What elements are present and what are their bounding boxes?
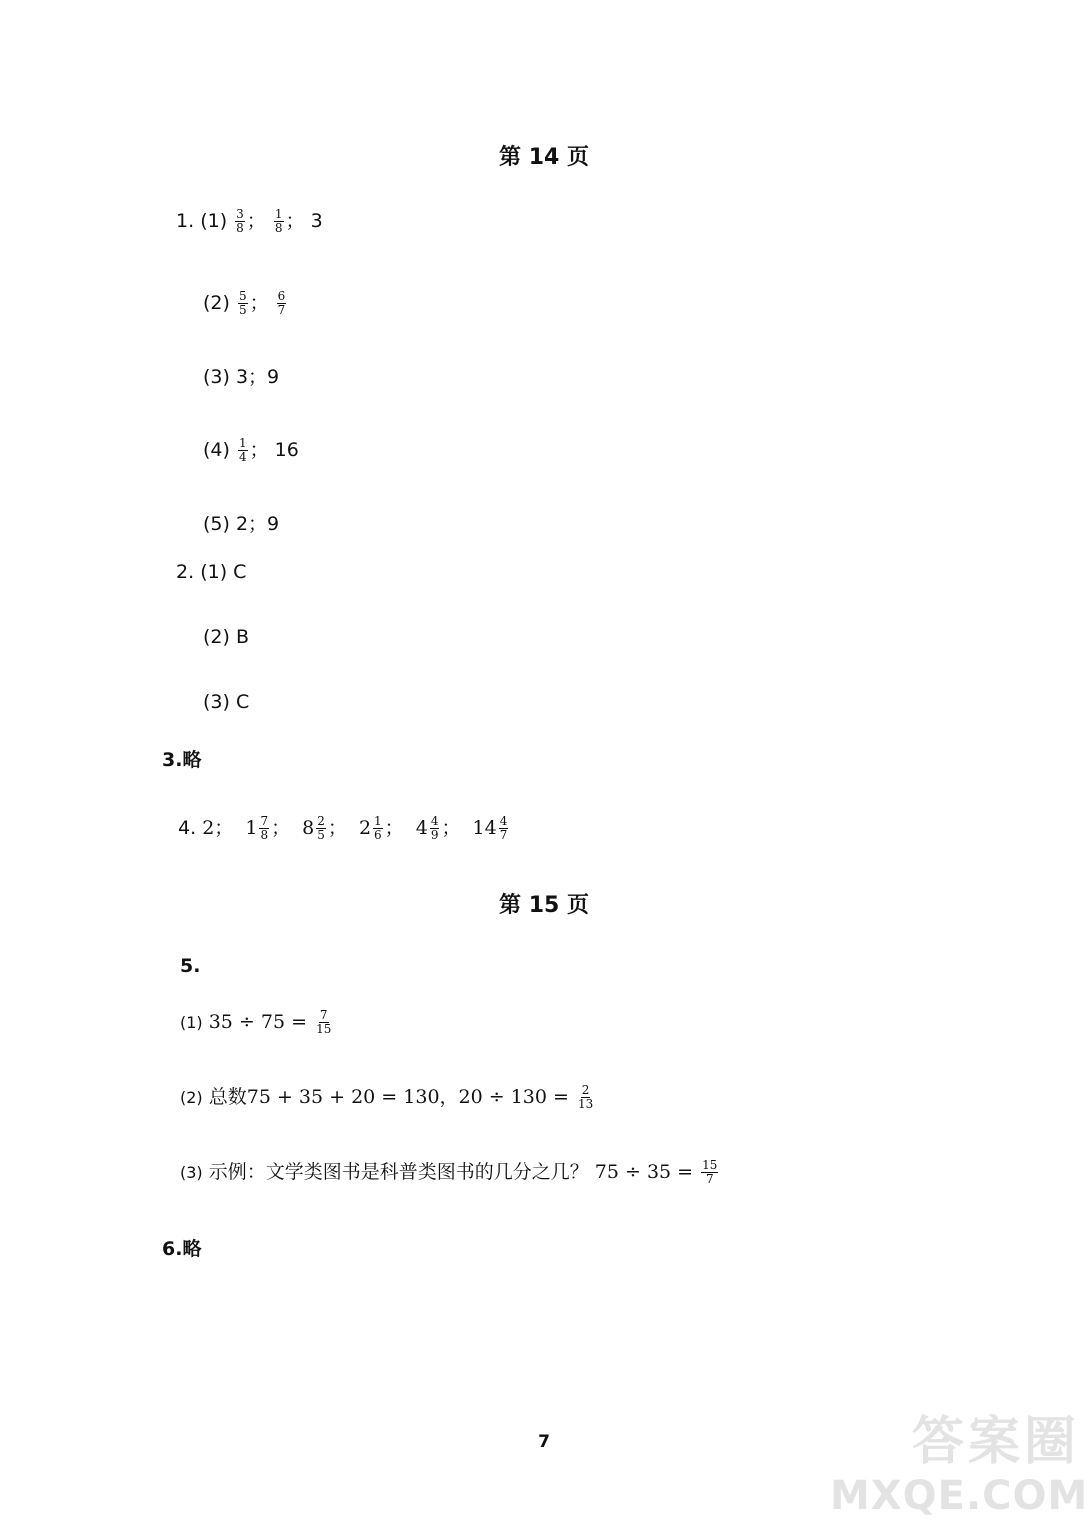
watermark-cn: 答案圈 [911, 1412, 1080, 1472]
answer-value: 2；9 [235, 513, 280, 535]
watermark-en: MXQE.COM [830, 1473, 1088, 1519]
separator: ； [285, 210, 305, 232]
fraction: $\frac{4}{9}$ [430, 814, 439, 842]
separator: ； [214, 817, 234, 839]
fraction: $\frac{5}{5}$ [238, 289, 247, 317]
mixed-whole: 1 [245, 817, 258, 839]
answer-value: B [235, 626, 250, 648]
separator: ； [384, 817, 404, 839]
q2-3-label: (3) [203, 691, 230, 713]
page-14-heading: 第 14 页 [499, 145, 589, 170]
mixed-whole: 2 [358, 817, 372, 839]
math-expression: 75 + 35 + 20 = 130，20 ÷ 130 = [246, 1086, 569, 1108]
q1-item-1 [176, 207, 323, 235]
q1-4-label: (4) [203, 439, 230, 461]
page-number: 7 [538, 1432, 550, 1452]
q4-number: 4. [178, 817, 197, 839]
q2-1-label: (1) [200, 561, 228, 583]
fraction: $\frac{1}{8}$ [274, 207, 283, 235]
mixed-whole: 14 [472, 817, 497, 839]
fraction: $\frac{7}{8}$ [260, 814, 269, 842]
q1-3-label: (3) [203, 366, 230, 388]
separator: ； [441, 817, 461, 839]
answer-value: 3；9 [235, 366, 280, 388]
q5-number: 5. [180, 955, 201, 977]
q1-item-2 [203, 289, 288, 317]
fraction: $\frac{15}{7}$ [702, 1158, 718, 1186]
separator: ； [246, 210, 266, 232]
q1-1-label: (1) [200, 210, 228, 232]
answer-value: C [233, 561, 247, 583]
separator: ； [271, 817, 291, 839]
watermark-logo [830, 1412, 1088, 1532]
math-expression: 75 ÷ 35 = [594, 1161, 694, 1183]
q5-sub-1 [180, 1008, 334, 1037]
fraction: $\frac{2}{5}$ [317, 814, 325, 842]
math-expression: 35 ÷ 75 = [208, 1011, 308, 1033]
q1-item-4 [203, 436, 299, 464]
answer-value: 16 [274, 439, 299, 461]
q1-2-label: (2) [203, 292, 230, 314]
fraction: $\frac{3}{8}$ [236, 207, 244, 235]
q5-sub-2 [180, 1083, 596, 1112]
answer-value: 3 [310, 210, 323, 232]
q1-number: 1. [176, 210, 195, 232]
separator: ； [249, 292, 269, 314]
answer-value: 2 [202, 817, 215, 839]
q2-number: 2. [176, 561, 195, 583]
question-text: 示例：文学类图书是科普类图书的几分之几？ [208, 1161, 589, 1183]
mixed-whole: 4 [415, 817, 428, 839]
page-15-heading: 第 15 页 [499, 893, 589, 918]
fraction: $\frac{7}{15}$ [316, 1008, 332, 1036]
q2-item-3 [203, 688, 249, 716]
fraction: $\frac{1}{6}$ [374, 814, 382, 842]
separator: ； [327, 817, 347, 839]
q2-2-label: (2) [203, 626, 230, 648]
q5-sub-3 [180, 1158, 720, 1187]
fraction: $\frac{4}{7}$ [499, 814, 508, 842]
answer-value: C [235, 691, 250, 713]
q1-item-5 [203, 510, 279, 538]
q5-2-label: (2) [180, 1088, 203, 1107]
q2-item-1 [176, 558, 246, 586]
q4-answer [178, 814, 510, 842]
prefix-text: 总数 [208, 1086, 247, 1108]
mixed-whole: 8 [302, 817, 315, 839]
fraction: $\frac{2}{13}$ [577, 1083, 594, 1111]
separator: ； [249, 439, 269, 461]
q1-item-3 [203, 363, 279, 391]
q2-item-2 [203, 623, 249, 651]
fraction: $\frac{6}{7}$ [277, 289, 286, 317]
q5-3-label: (3) [180, 1163, 203, 1182]
q3-answer: 3.略 [162, 749, 202, 771]
fraction: $\frac{1}{4}$ [238, 436, 247, 464]
q6-answer: 6.略 [162, 1238, 202, 1260]
q5-1-label: (1) [180, 1013, 203, 1032]
q1-5-label: (5) [203, 513, 230, 535]
